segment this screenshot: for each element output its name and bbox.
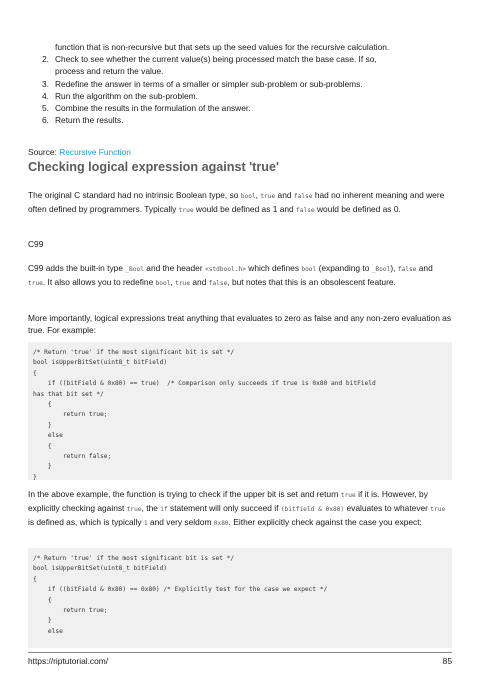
list-text: Combine the results in the formulation of the answer.	[55, 103, 251, 114]
inline-code: true	[340, 492, 356, 499]
list-number: 5.	[42, 103, 49, 114]
inline-code: true	[260, 193, 276, 200]
list-text: Check to see whether the current value(s) being processed match the base case. If so,	[55, 54, 377, 65]
code-block-2: /* Return 'true' if the most significant bit is set */ bool isUpperBitSet(uint8_t bitField) { if ((bitField & 0x80) == 0x80) /* Explicitly test for the case we expect */ { return true; } else	[28, 548, 452, 648]
list-item	[28, 78, 448, 90]
inline-code: 1	[143, 520, 148, 528]
inline-code: (bitfield & 0x80)	[280, 506, 345, 514]
inline-code: 0x80	[213, 520, 229, 528]
source-line	[28, 147, 131, 157]
source-label: Source:	[28, 147, 60, 157]
footer-divider	[28, 652, 452, 653]
inline-code: true	[430, 506, 446, 514]
list-item	[28, 53, 448, 65]
inline-code: false	[296, 207, 315, 215]
code-block-1: /* Return 'true' if the most significant bit is set */ bool isUpperBitSet(uint8_t bitField) { if ((bitField & 0x80) == true) /* Comparison only succeeds if true is 0x80 and bitField has that bit set */ { return true; } else { return false; } }	[28, 342, 452, 480]
inline-code: _Bool	[125, 266, 144, 273]
list-text: Return the results.	[55, 115, 124, 126]
inline-code: bool	[301, 266, 317, 273]
source-link[interactable]: Recursive Function	[59, 147, 131, 157]
list-item	[28, 102, 448, 114]
inline-code: if	[160, 506, 168, 514]
inline-code: bool	[240, 193, 256, 200]
inline-code: _Bool	[371, 266, 391, 273]
steps-list	[28, 41, 448, 126]
footer-url-link[interactable]: https://riptutorial.com/	[28, 656, 109, 666]
inline-code: false	[397, 266, 417, 273]
paragraph-c99: C99 adds the built-in type _Bool and the header <stdbool.h> which defines bool (expanding to _Bool), false and true. It also allows you to redefine bool, true and false, but notes that this is an obsolescent feature.	[28, 263, 433, 288]
inline-code: true	[178, 207, 194, 215]
list-text: function that is non-recursive but that sets up the seed values for the recursive calculation.	[55, 42, 390, 52]
page-number: 85	[442, 656, 452, 666]
list-number: 4.	[42, 90, 49, 101]
list-number: 6.	[42, 115, 49, 126]
c99-label: C99	[28, 239, 44, 249]
paragraph-truthiness: More importantly, logical expressions treat anything that evaluates to zero as false and any non-zero evaluation as true. For example:	[28, 313, 452, 336]
inline-code: true	[28, 280, 43, 288]
list-item	[28, 90, 448, 102]
paragraph-explanation: In the above example, the function is trying to check if the upper bit is set and return true if it is. However, by explicitly checking against true, the if statement will only succeed if (bitfield & 0x80) evaluates to whatever true is defined as, which is typically 1 and very seldom 0x80. Either explicitly check against the case you expect:	[28, 489, 446, 528]
list-item	[28, 114, 448, 126]
inline-code: true	[126, 506, 142, 514]
paragraph-bool-history: The original C standard had no intrinsic Boolean type, so bool, true and false had no inherent meaning and were often defined by programmers. Typically true would be defined as 1 and false would be defined as 0.	[28, 190, 445, 215]
inline-code: <stdbool.h>	[204, 266, 246, 273]
list-item	[28, 65, 448, 77]
list-text: Run the algorithm on the sub-problem.	[55, 90, 198, 101]
inline-code: bool	[155, 280, 171, 288]
list-item	[28, 41, 448, 53]
list-text: process and return the value.	[55, 66, 164, 77]
list-number: 2.	[42, 54, 49, 65]
inline-code: false	[293, 193, 313, 200]
list-number: 3.	[42, 78, 49, 89]
section-heading: Checking logical expression against 'true'	[28, 160, 279, 174]
list-text: Redefine the answer in terms of a smaller or simpler sub-problem or sub-problems.	[55, 78, 363, 89]
inline-code: true	[175, 280, 191, 288]
inline-code: false	[208, 280, 228, 288]
